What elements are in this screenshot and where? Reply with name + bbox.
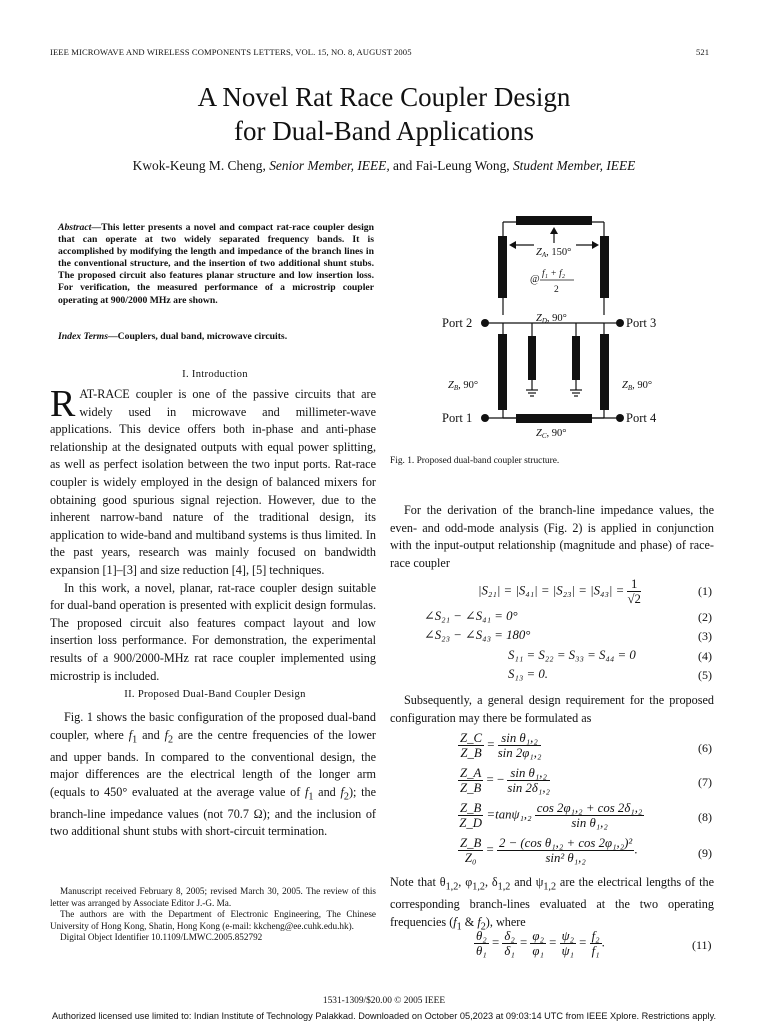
author-and: and bbox=[393, 158, 413, 173]
electrical-length-paragraph: Note that $\theta_{1,2}$, $\varphi_{1,2}$, $\delta_{1,2}$ and $\psi_{1,2}$ are the electrical lengths of the corresponding branch-lines evaluated at the two operating frequencies ($f_1$ & $f_2$), where bbox=[390, 875, 714, 933]
equation-1: |S₂₁| = |S₄₁| = |S₂₃| = |S₄₃| = $\frac{1}{√2}$ bbox=[478, 577, 641, 606]
abstract: Abstract—This letter presents a novel and compact rat-race coupler design that can operate at two widely separated frequency bands. It is accomplished by modifying the length and impedance of the branch lines in the conventional structure, and the insertion of two additional shunt stubs. The proposed circuit also features planar structure and low insertion loss. For verification, the measured performance of a microstrip coupler operating at 900/2000 MHz are shown. bbox=[58, 222, 374, 306]
derivation-paragraph: For the derivation of the branch-line impedance values, the even- and odd-mode analysis (Fig. 2) is applied in conjunction with the input-output relationship (magnitude and phase) of race-race coupler bbox=[390, 503, 714, 570]
zc-segment-bottom bbox=[516, 414, 592, 423]
footnote-affiliation: The authors are with the Department of Electronic Engineering, The Chinese University of Hong Kong, Shatin, Hong Kong (e-mail: kkcheng@ee.cuhk.edu.hk). bbox=[50, 909, 376, 931]
section-heading-proposed-design: II. Proposed Dual-Band Coupler Design bbox=[124, 689, 306, 700]
equation-6-number: (6) bbox=[698, 741, 712, 755]
port-3-dot bbox=[616, 319, 624, 327]
equation-9-number: (9) bbox=[698, 846, 712, 860]
eq1-fraction: $\frac{1}{√2}$ bbox=[627, 577, 641, 606]
index-terms-label: Index Terms bbox=[58, 331, 108, 342]
equation-5: S₁₃ = 0. bbox=[508, 667, 548, 681]
equation-8: $\frac{Z\_B}{Z\_D}$ =tanψ₁,₂ $\frac{\text{cos 2φ₁,₂ + cos 2δ₁,₂}}{\text{sin θ₁,₂}}$ bbox=[459, 801, 643, 830]
abstract-label: Abstract bbox=[58, 222, 92, 233]
equation-8-number: (8) bbox=[698, 810, 712, 824]
port-1-dot bbox=[481, 414, 489, 422]
equation-11: $\frac{\text{θ₂}}{\text{θ₁}}$ = $\frac{\text{δ₂}}{\text{δ₁}}$ = $\frac{\text{φ₂}}{\text{φ₁}}$ = $\frac{\text{ψ₂}}{\text{ψ₁}}$ = $\frac{\text{f₂}}{\text{f₁}}$ . bbox=[476, 929, 605, 958]
figure-1-caption: Fig. 1. Proposed dual-band coupler structure. bbox=[390, 456, 560, 466]
zc-label: ZC, 90° bbox=[536, 428, 567, 440]
equation-7-number: (7) bbox=[698, 775, 712, 789]
copyright-line: 1531-1309/$20.00 © 2005 IEEE bbox=[322, 996, 446, 1006]
paper-title-line1: A Novel Rat Race Coupler Design bbox=[197, 82, 571, 112]
equation-4: S₁₁ = S₂₂ = S₃₃ = S₄₄ = 0 bbox=[508, 648, 636, 662]
footnote-received: Manuscript received February 8, 2005; revised March 30, 2005. The review of this letter was arranged by Associate Editor J.-G. Ma. bbox=[50, 886, 376, 908]
index-terms-text: Couplers, dual band, microwave circuits. bbox=[117, 331, 288, 342]
equation-4-number: (4) bbox=[698, 649, 712, 663]
port-4-label: Port 4 bbox=[626, 411, 657, 425]
running-header: IEEE MICROWAVE AND WIRELESS COMPONENTS LETTERS, VOL. 15, NO. 8, AUGUST 2005 bbox=[50, 47, 412, 57]
equation-11-number: (11) bbox=[692, 938, 712, 952]
design-paragraph-1: Fig. 1 shows the basic configuration of the proposed dual-band coupler, where $f_1$ and $f_2$ are the centre frequencies of the lower and upper bands. In compared to the conventional design, the major differences are the electrical length of the longer arm (equals to 450° evaluated at the average value of $f_1$ and $f_2$); the branch-line impedance values (not 70.7 Ω); and the inclusion of two additional shunt stubs with short-circuit termination. bbox=[50, 710, 376, 839]
za-segment-top bbox=[516, 216, 592, 225]
author-list bbox=[0, 158, 768, 174]
port-4-dot bbox=[616, 414, 624, 422]
port-2-label: Port 2 bbox=[442, 316, 473, 330]
port-1-label: Port 1 bbox=[442, 411, 473, 425]
footnote bbox=[50, 886, 376, 944]
zd-stub-left bbox=[528, 336, 536, 380]
author-2-role: Student Member, IEEE bbox=[512, 158, 636, 173]
introduction-body bbox=[50, 383, 376, 685]
equation-2: ∠S₂₁ − ∠S₄₁ = 0° bbox=[424, 609, 518, 623]
paper-title-line2: for Dual-Band Applications bbox=[234, 116, 534, 146]
zb-segment-left bbox=[498, 334, 507, 410]
port-3-label: Port 3 bbox=[626, 316, 657, 330]
equation-5-number: (5) bbox=[698, 668, 712, 682]
za-segment-left bbox=[498, 236, 507, 298]
za-freq-den: 2 bbox=[554, 285, 559, 295]
intro-paragraph-1: AT-RACE coupler is one of the passive circuits that are widely used in microwave and millimeter-wave applications. This device offers both in-phase and anti-phase relationship at the designated outputs with equal power splitting, as well as perfect isolation between the two input ports. Rat-race coupler is widely employed in the design of balanced mixers for obtaining good spurious signal rejection. However, due to the inherent narrow-band nature of the traditional design, its application to wide-band and multiband systems is thus limited. In the past years, research was mainly focused on bandwidth expansion [1]–[3] and size reduction [4], [5] techniques. bbox=[50, 387, 376, 577]
equation-2-number: (2) bbox=[698, 610, 712, 624]
section-heading-introduction: I. Introduction bbox=[182, 369, 248, 380]
equation-3: ∠S₂₃ − ∠S₄₃ = 180° bbox=[424, 628, 531, 642]
license-notice: Authorized licensed use limited to: Indian Institute of Technology Palakkad. Downloaded on October 05,2023 at 09:03:14 UTC from IEEE Xplore. Restrictions apply. bbox=[51, 1011, 717, 1021]
author-1: Kwok-Keung M. Cheng, bbox=[132, 158, 266, 173]
figure-1-coupler-diagram bbox=[430, 210, 690, 450]
port-2-dot bbox=[481, 319, 489, 327]
za-freq-num: f₁ + f₂ bbox=[542, 269, 566, 279]
zb-label-right: ZB, 90° bbox=[622, 380, 653, 392]
equation-3-number: (3) bbox=[698, 629, 712, 643]
design-requirement-paragraph: Subsequently, a general design requirement for the proposed configuration may there be formulated as bbox=[390, 693, 714, 725]
abstract-text: This letter presents a novel and compact rat-race coupler design that can operate at two widely separated frequency bands. It is accomplished by modifying the length and impedance of the branch lines in the conventional structure, and the insertion of two additional shunt stubs. The proposed circuit also features planar structure and low insertion loss. For verification, the measured performance of a microstrip coupler operating at 900/2000 MHz are shown. bbox=[58, 222, 374, 306]
equation-6: $\frac{Z\_C}{Z\_B}$ = $\frac{\text{sin θ₁,₂}}{\text{sin 2φ₁,₂}}$ bbox=[460, 731, 542, 760]
equation-7: $\frac{Z\_A}{Z\_B}$ = − $\frac{\text{sin θ₁,₂}}{\text{sin 2δ₁,₂}}$ bbox=[460, 766, 550, 795]
zb-label-left: ZB, 90° bbox=[448, 380, 479, 392]
author-2: Fai-Leung Wong, bbox=[415, 158, 510, 173]
equation-1-number: (1) bbox=[698, 584, 712, 598]
za-at: @ bbox=[530, 274, 540, 285]
footnote-doi: Digital Object Identifier 10.1109/LMWC.2005.852792 bbox=[60, 932, 263, 942]
intro-paragraph-2: In this work, a novel, planar, rat-race coupler design suitable for dual-band operation is presented with explicit design formulas. The proposed circuit also features compact layout and low insertion loss performance. For demonstration, the experimental results of a 900/2000-MHz rat race coupler implemented using microstrip is included. bbox=[50, 580, 376, 683]
drop-cap: R bbox=[50, 383, 76, 425]
zd-stub-right bbox=[572, 336, 580, 380]
zb-segment-right bbox=[600, 334, 609, 410]
equation-9: $\frac{Z\_B}{\text{Z₀}}$ = $\frac{\text{2 − (cos θ₁,₂ + cos 2φ₁,₂)²}}{\text{sin² θ₁,₂}}$ . bbox=[460, 836, 638, 865]
author-1-role: Senior Member, IEEE, bbox=[269, 158, 390, 173]
page-number: 521 bbox=[696, 47, 710, 57]
za-label: ZA, 150° bbox=[536, 247, 572, 259]
zd-label: ZD, 90° bbox=[536, 313, 567, 325]
za-segment-right bbox=[600, 236, 609, 298]
index-terms: Index Terms—Couplers, dual band, microwave circuits. bbox=[58, 331, 288, 342]
